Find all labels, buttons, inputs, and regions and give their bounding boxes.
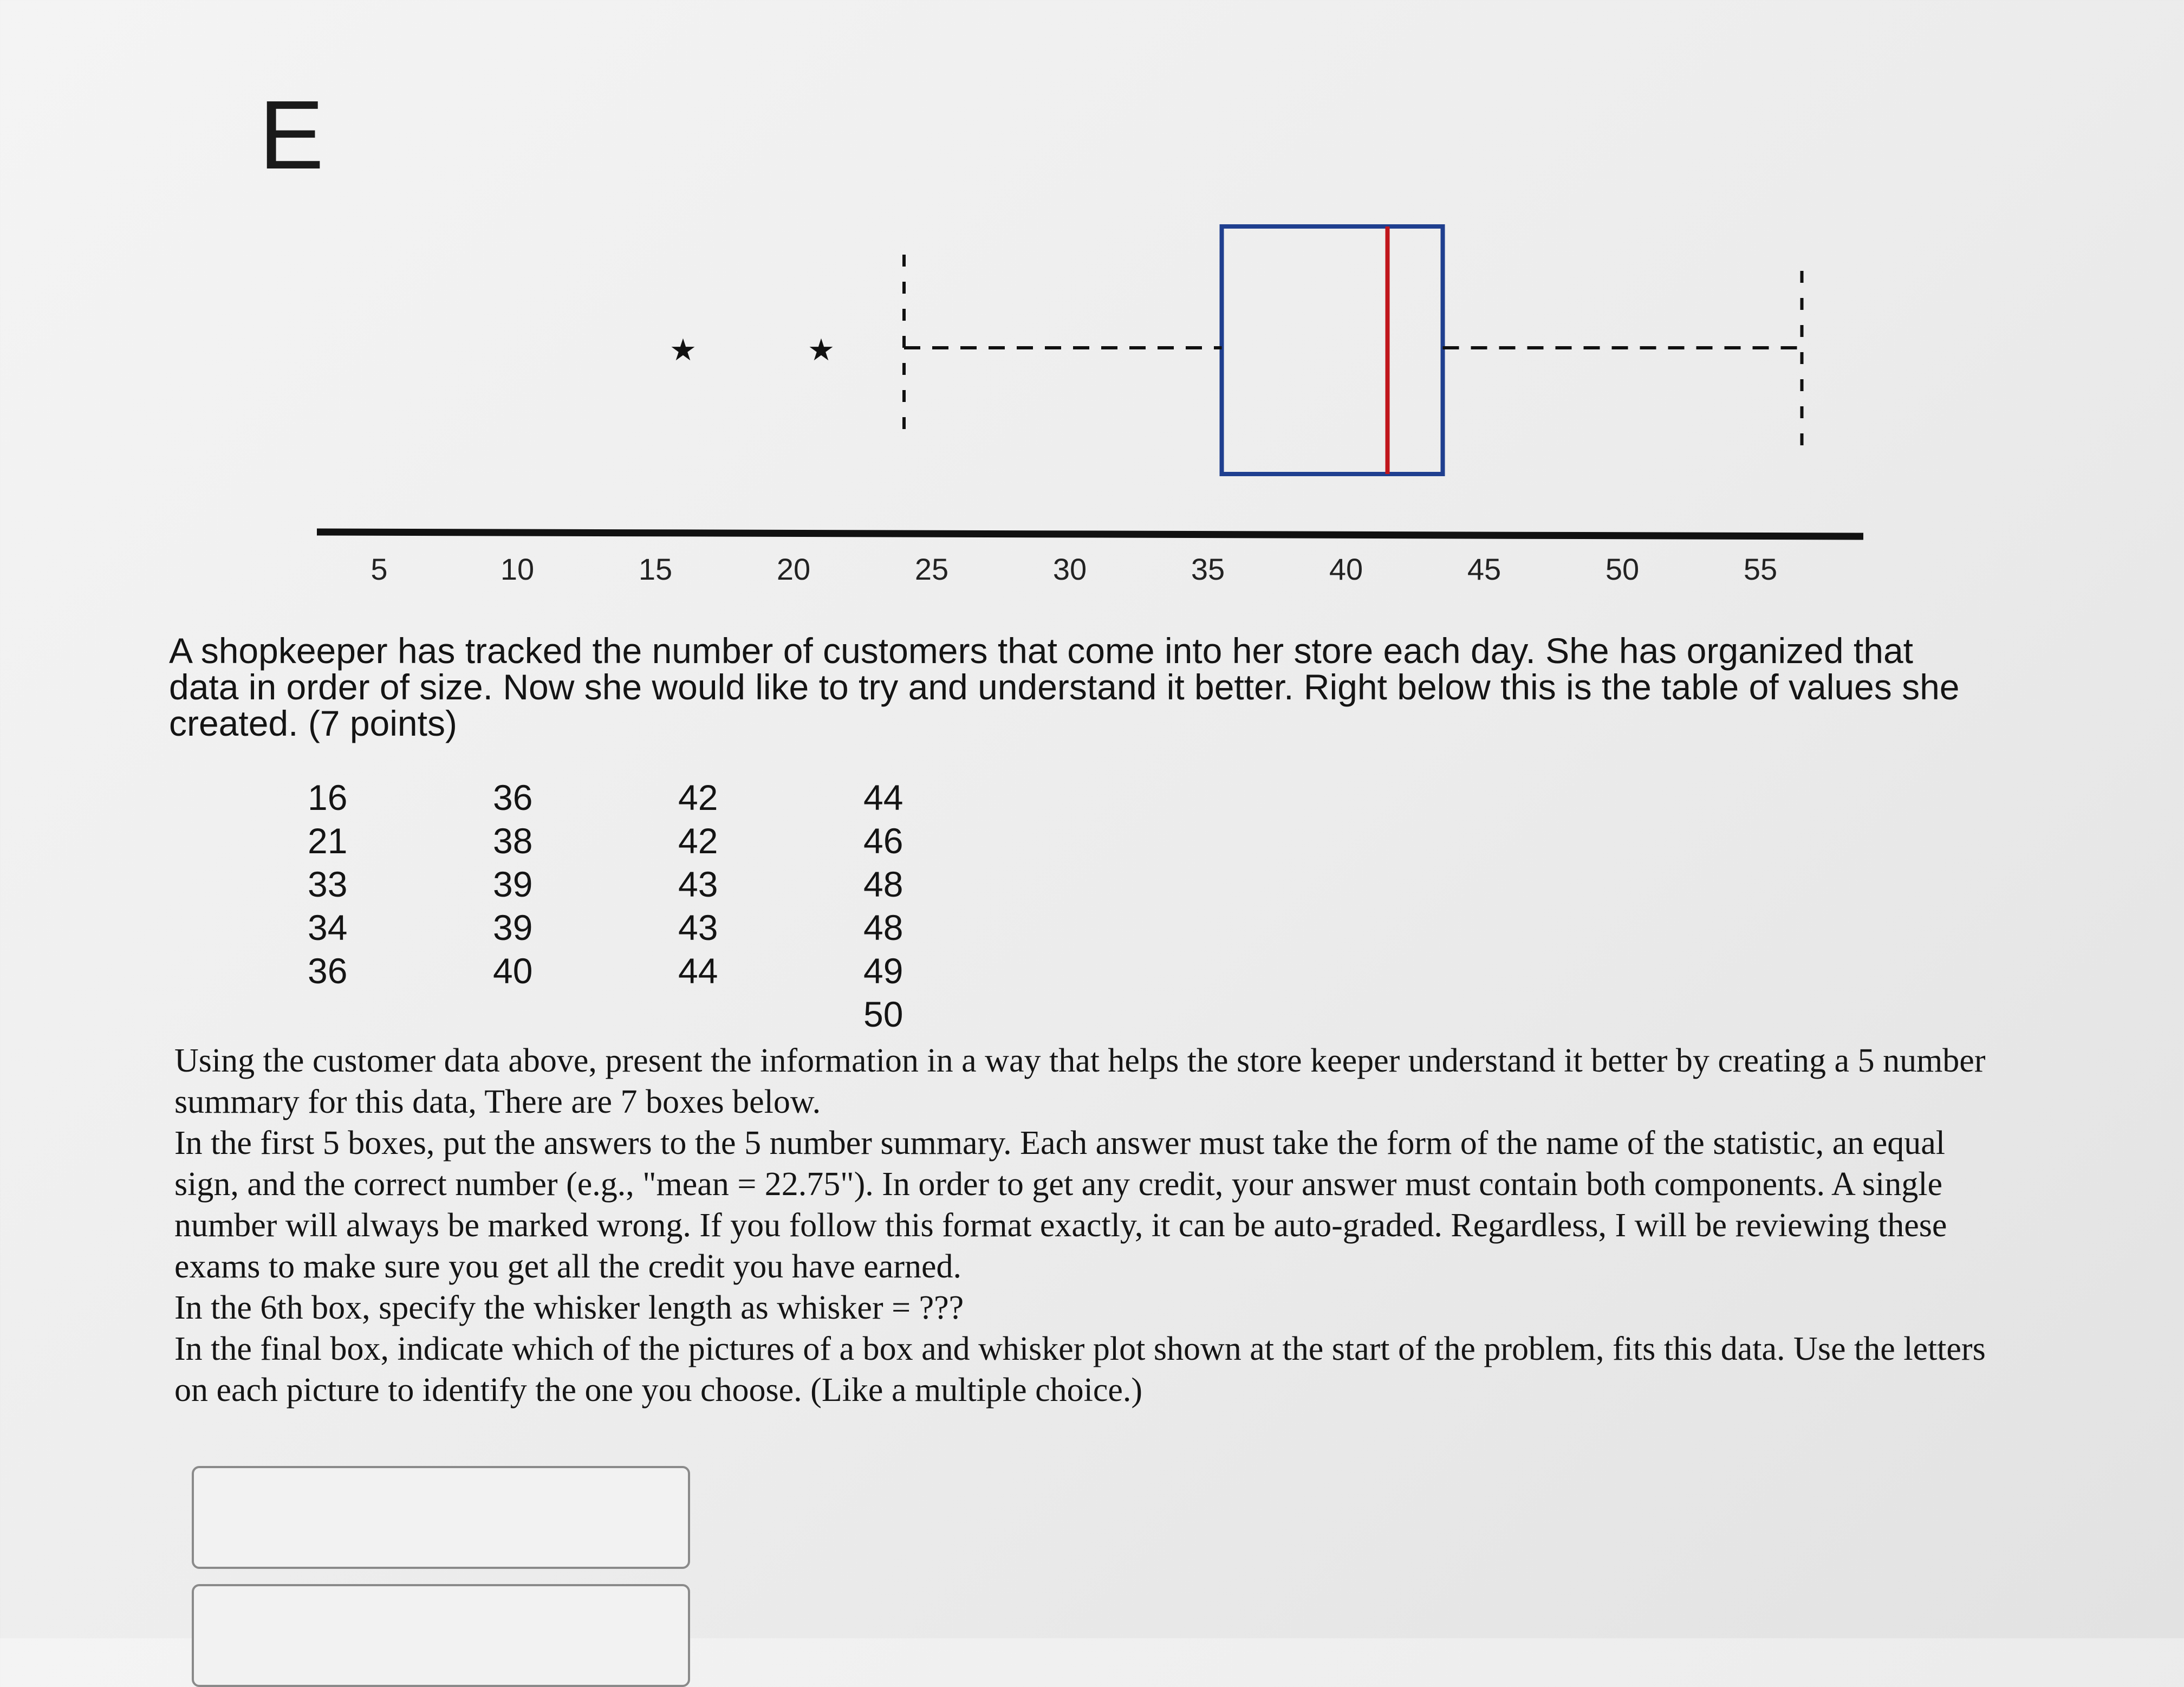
- tick-label: 20: [776, 552, 811, 586]
- table-cell: 38: [493, 821, 533, 861]
- tick-label: 5: [370, 552, 388, 586]
- box-plot: [0, 0, 2184, 623]
- table-row: [303, 819, 1044, 862]
- table-cell: [303, 992, 489, 1036]
- axis-tick-labels: [370, 552, 1777, 586]
- instruction-paragraph-2: In the first 5 boxes, put the answers to the 5 number summary. Each answer must take the form of the name of the statistic, an equal sign, and the correct number (e.g., "mean = 22.75"). In order to get any credit, your answer must contain both components. A single number will always be marked wrong. If you follow this format exactly, it can be auto-graded. Regardless, I will be reviewing these exams to make sure you get all the credit you have earned.: [174, 1125, 1947, 1285]
- customer-data-table: [303, 776, 1044, 1036]
- table-row: [303, 906, 1044, 949]
- answer-box-2[interactable]: [192, 1584, 690, 1687]
- table-cell: 36: [493, 777, 533, 817]
- tick-label: 35: [1191, 552, 1225, 586]
- table-cell: 49: [863, 951, 903, 991]
- table-cell: 33: [308, 864, 348, 904]
- tick-label: 25: [914, 552, 949, 586]
- table-cell: 46: [863, 821, 903, 861]
- table-row: [303, 949, 1044, 992]
- table-cell: 21: [308, 821, 348, 861]
- box-plot-marks: [670, 226, 1802, 474]
- tick-label: 10: [500, 552, 535, 586]
- table-cell: 50: [863, 994, 903, 1034]
- problem-intro: A shopkeeper has tracked the number of customers that come into her store each day. She has organized that data in order of size. Now she would like to try and understand it better. Right below this is the table of values she created. (7 points): [169, 631, 1960, 743]
- table-cell: 48: [863, 907, 903, 948]
- axis-line: [317, 532, 1863, 536]
- table-cell: 44: [863, 777, 903, 817]
- tick-label: 15: [638, 552, 673, 586]
- table-cell: 34: [308, 907, 348, 948]
- table-row: [303, 992, 1044, 1036]
- table-cell: 16: [308, 777, 348, 817]
- table-cell: 42: [678, 821, 718, 861]
- instruction-paragraph-1: Using the customer data above, present the information in a way that helps the store keeper understand it better by creating a 5 number summary for this data, There are 7 boxes below.: [174, 1042, 1986, 1120]
- instruction-paragraph-4: In the final box, indicate which of the pictures of a box and whisker plot shown at the start of the problem, fits this data. Use the letters on each picture to identify the one you choose. (Like a multiple choice.): [174, 1331, 1986, 1409]
- table-cell: 43: [678, 907, 718, 948]
- table-row: [303, 862, 1044, 906]
- answer-box-1[interactable]: [192, 1466, 690, 1569]
- tick-label: 55: [1743, 552, 1778, 586]
- table-cell: 39: [493, 864, 533, 904]
- outlier-point: ★: [669, 333, 697, 368]
- plot-letter: E: [259, 81, 324, 190]
- table-row: [303, 776, 1044, 819]
- table-cell: [674, 992, 859, 1036]
- table-cell: 48: [863, 864, 903, 904]
- table-cell: 43: [678, 864, 718, 904]
- tick-label: 40: [1329, 552, 1363, 586]
- tick-label: 45: [1467, 552, 1502, 586]
- outlier-point: ★: [807, 333, 835, 368]
- instruction-paragraph-3: In the 6th box, specify the whisker length as whisker = ???: [174, 1289, 964, 1326]
- instructions: [174, 1040, 2016, 1411]
- table-cell: 40: [493, 951, 533, 991]
- table-cell: 42: [678, 777, 718, 817]
- tick-label: 30: [1052, 552, 1087, 586]
- table-cell: [489, 992, 674, 1036]
- table-cell: 36: [308, 951, 348, 991]
- box-iqr: [1222, 226, 1443, 474]
- table-cell: 39: [493, 907, 533, 948]
- tick-label: 50: [1605, 552, 1640, 586]
- table-cell: 44: [678, 951, 718, 991]
